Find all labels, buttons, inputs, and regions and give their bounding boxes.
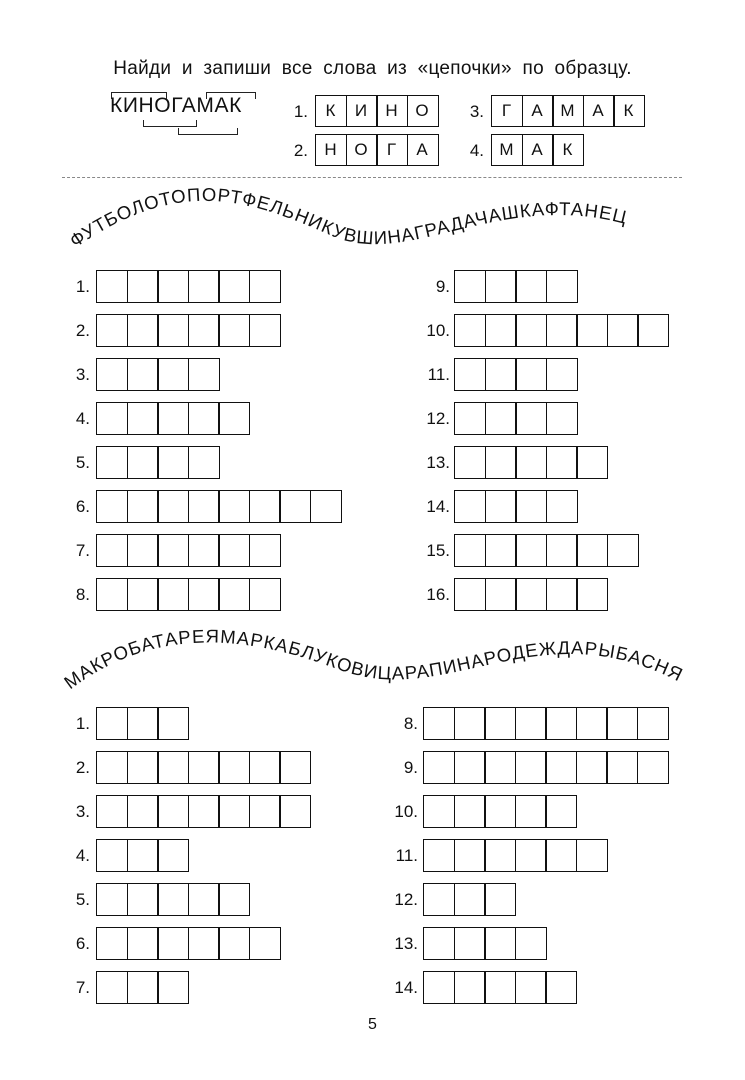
letter-cell[interactable] <box>127 270 159 303</box>
letter-cell[interactable] <box>485 402 517 435</box>
letter-cell[interactable] <box>454 490 486 523</box>
letter-cell[interactable] <box>96 314 128 347</box>
answer-cells <box>454 490 578 523</box>
letter-cell[interactable] <box>188 883 220 916</box>
answer-cells <box>96 446 220 479</box>
item-number: 5. <box>75 453 90 472</box>
letter-cell[interactable] <box>485 358 517 391</box>
letter-cell[interactable] <box>546 358 578 391</box>
letter-cell[interactable] <box>127 446 159 479</box>
answer-cells <box>423 839 608 872</box>
letter-cell: Г <box>491 95 523 127</box>
answer-cells <box>423 707 669 740</box>
letter-cell[interactable] <box>454 314 486 347</box>
letter-cell[interactable] <box>576 839 608 872</box>
answer-cells <box>423 883 516 916</box>
letter-cell: К <box>613 95 645 127</box>
letter-cell[interactable] <box>515 314 547 347</box>
letter-cell[interactable] <box>218 490 250 523</box>
letter-cell[interactable] <box>607 534 639 567</box>
letter-cell[interactable] <box>127 314 159 347</box>
page-number: 5 <box>368 1016 377 1033</box>
letter-cell[interactable] <box>127 490 159 523</box>
letter-cell[interactable] <box>96 490 128 523</box>
letter-cell[interactable] <box>218 795 250 828</box>
letter-cell[interactable] <box>454 358 486 391</box>
letter-cell[interactable] <box>188 578 220 611</box>
item-number: 4. <box>469 141 484 160</box>
item-number: 2. <box>293 141 308 160</box>
letter-cell[interactable] <box>637 707 669 740</box>
letter-cell[interactable] <box>188 358 220 391</box>
letter-cell[interactable] <box>515 358 547 391</box>
letter-cell[interactable] <box>127 578 159 611</box>
answer-cells <box>96 839 189 872</box>
item-number: 2. <box>75 758 90 777</box>
item-number: 3. <box>75 365 90 384</box>
item-number: 16. <box>426 585 450 604</box>
letter-cell[interactable] <box>157 578 189 611</box>
letter-cell[interactable] <box>423 707 455 740</box>
letter-cell[interactable] <box>606 707 638 740</box>
answer-cells <box>96 490 342 523</box>
letter-cell[interactable] <box>546 578 578 611</box>
answer-cells <box>96 578 281 611</box>
letter-cell: К <box>315 95 347 127</box>
answer-cells <box>96 971 189 1004</box>
letter-cell[interactable] <box>423 795 455 828</box>
letter-cell[interactable] <box>454 534 486 567</box>
item-number: 4. <box>75 409 90 428</box>
letter-cell[interactable] <box>249 795 281 828</box>
letter-cell[interactable] <box>249 534 281 567</box>
letter-cell[interactable] <box>127 927 159 960</box>
letter-cell[interactable] <box>157 971 189 1004</box>
letter-cell[interactable] <box>454 971 486 1004</box>
letter-cell[interactable] <box>279 490 311 523</box>
item-number: 3. <box>75 802 90 821</box>
letter-cell[interactable] <box>423 839 455 872</box>
letter-cell[interactable] <box>515 795 547 828</box>
item-number: 12. <box>394 890 418 909</box>
letter-cell[interactable] <box>127 795 159 828</box>
letter-cell[interactable] <box>96 839 128 872</box>
letter-cell[interactable] <box>515 971 547 1004</box>
answer-cells <box>423 927 547 960</box>
answer-cells <box>454 314 669 347</box>
letter-cell[interactable] <box>96 927 128 960</box>
letter-cell[interactable] <box>279 751 311 784</box>
letter-cell[interactable] <box>188 751 220 784</box>
letter-cell[interactable] <box>96 971 128 1004</box>
letter-cell[interactable] <box>96 883 128 916</box>
letter-cell: И <box>346 95 378 127</box>
letter-cell[interactable] <box>188 402 220 435</box>
letter-cell[interactable] <box>485 314 517 347</box>
item-number: 7. <box>75 541 90 560</box>
letter-cell[interactable] <box>515 446 547 479</box>
answer-cells <box>454 578 608 611</box>
letter-cell[interactable] <box>218 883 250 916</box>
letter-cell[interactable] <box>545 707 577 740</box>
letter-cell[interactable] <box>157 270 189 303</box>
item-number: 7. <box>75 978 90 997</box>
answer-cells <box>454 270 578 303</box>
letter-cell[interactable] <box>188 446 220 479</box>
letter-cell[interactable] <box>423 971 455 1004</box>
answer-cells <box>423 971 577 1004</box>
letter-cell[interactable] <box>454 883 486 916</box>
item-number: 11. <box>427 365 450 384</box>
letter-cell[interactable] <box>218 402 250 435</box>
answer-cells <box>96 270 281 303</box>
item-number: 13. <box>394 934 418 953</box>
letter-cell[interactable] <box>188 270 220 303</box>
letter-cell[interactable] <box>576 446 608 479</box>
letter-cell[interactable] <box>545 795 577 828</box>
item-number: 8. <box>403 714 418 733</box>
letter-cell: К <box>552 134 584 166</box>
letter-cell[interactable] <box>485 490 517 523</box>
letter-cell[interactable] <box>188 534 220 567</box>
letter-cell[interactable] <box>218 534 250 567</box>
letter-cell[interactable] <box>249 751 281 784</box>
letter-cell[interactable] <box>576 707 608 740</box>
letter-cell: М <box>552 95 584 127</box>
letter-cell[interactable] <box>96 795 128 828</box>
letter-cell[interactable] <box>485 446 517 479</box>
item-number: 6. <box>75 934 90 953</box>
letter-cell: Г <box>376 134 408 166</box>
item-number: 13. <box>426 453 450 472</box>
item-number: 10. <box>426 321 450 340</box>
letter-cell[interactable] <box>188 795 220 828</box>
letter-cell[interactable] <box>515 751 547 784</box>
letter-cell[interactable] <box>515 490 547 523</box>
letter-cell[interactable] <box>423 751 455 784</box>
letter-cell[interactable] <box>218 927 250 960</box>
answer-cells <box>454 402 578 435</box>
letter-cell[interactable] <box>218 578 250 611</box>
letter-cell[interactable] <box>218 270 250 303</box>
letter-cell[interactable] <box>515 270 547 303</box>
item-number: 2. <box>75 321 90 340</box>
answer-cells <box>96 883 250 916</box>
letter-cell[interactable] <box>249 490 281 523</box>
letter-cell[interactable] <box>546 446 578 479</box>
letter-cell[interactable] <box>485 534 517 567</box>
letter-cell[interactable] <box>454 578 486 611</box>
letter-cell[interactable] <box>484 751 516 784</box>
letter-cell[interactable] <box>218 751 250 784</box>
letter-cell: Н <box>376 95 408 127</box>
letter-cell[interactable] <box>484 707 516 740</box>
letter-cell[interactable] <box>576 751 608 784</box>
letter-cell[interactable] <box>96 578 128 611</box>
letter-cell[interactable] <box>485 270 517 303</box>
item-number: 5. <box>75 890 90 909</box>
letter-cell[interactable] <box>127 707 159 740</box>
letter-cell[interactable] <box>454 751 486 784</box>
letter-cell: А <box>522 134 554 166</box>
item-number: 11. <box>395 846 418 865</box>
letter-cell: М <box>491 134 523 166</box>
letter-cell[interactable] <box>576 578 608 611</box>
letter-cell[interactable] <box>157 707 189 740</box>
item-number: 4. <box>75 846 90 865</box>
letter-cell[interactable] <box>310 490 342 523</box>
letter-cell[interactable] <box>218 314 250 347</box>
answer-cells <box>454 358 578 391</box>
letter-cell[interactable] <box>157 927 189 960</box>
letter-cell[interactable] <box>606 751 638 784</box>
letter-cell[interactable] <box>607 314 639 347</box>
letter-cell[interactable] <box>127 839 159 872</box>
answer-cells <box>423 795 577 828</box>
letter-cell[interactable] <box>157 358 189 391</box>
item-number: 1. <box>293 102 308 121</box>
letter-cell[interactable] <box>127 751 159 784</box>
letter-cell[interactable] <box>188 490 220 523</box>
letter-cell[interactable] <box>96 707 128 740</box>
item-number: 9. <box>435 277 450 296</box>
letter-cell[interactable] <box>454 927 486 960</box>
letter-cell[interactable] <box>249 270 281 303</box>
letter-cell[interactable] <box>484 795 516 828</box>
letter-cell[interactable] <box>157 446 189 479</box>
letter-cell[interactable] <box>157 795 189 828</box>
answer-cells <box>96 751 311 784</box>
letter-cell[interactable] <box>96 446 128 479</box>
letter-cell[interactable] <box>249 314 281 347</box>
letter-cell[interactable] <box>127 883 159 916</box>
letter-cell[interactable] <box>546 490 578 523</box>
answer-cells <box>454 534 639 567</box>
letter-cell[interactable] <box>637 314 669 347</box>
item-number: 9. <box>403 758 418 777</box>
answer-cells <box>96 795 311 828</box>
word-chain-2: МАКРОБАТАРЕЯМАРКАБЛУКОВИЦАРАПИНАРОДЕЖДАРЫБАСНЯ <box>60 625 687 694</box>
item-number: 6. <box>75 497 90 516</box>
letter-cell[interactable] <box>279 795 311 828</box>
letter-cell[interactable] <box>96 358 128 391</box>
letter-cell[interactable] <box>576 534 608 567</box>
letter-cell: О <box>346 134 378 166</box>
answer-cells <box>96 927 281 960</box>
letter-cell[interactable] <box>188 314 220 347</box>
example-chain: КИНОГАМАК <box>110 94 242 117</box>
letter-cell[interactable] <box>484 971 516 1004</box>
letter-cell[interactable] <box>157 534 189 567</box>
letter-cell[interactable] <box>454 270 486 303</box>
item-number: 10. <box>394 802 418 821</box>
item-number: 12. <box>426 409 450 428</box>
letter-cell[interactable] <box>249 578 281 611</box>
letter-cell[interactable] <box>96 534 128 567</box>
letter-cell[interactable] <box>515 578 547 611</box>
letter-cell[interactable] <box>454 707 486 740</box>
letter-cell[interactable] <box>546 270 578 303</box>
letter-cell[interactable] <box>515 402 547 435</box>
letter-cell[interactable] <box>454 795 486 828</box>
letter-cell[interactable] <box>249 927 281 960</box>
item-number: 1. <box>75 714 90 733</box>
answer-cells <box>96 314 281 347</box>
letter-cell[interactable] <box>127 971 159 1004</box>
item-number: 3. <box>469 102 484 121</box>
letter-cell[interactable] <box>157 402 189 435</box>
letter-cell[interactable] <box>484 839 516 872</box>
answer-cells <box>423 751 669 784</box>
item-number: 15. <box>426 541 450 560</box>
item-number: 1. <box>75 277 90 296</box>
letter-cell[interactable] <box>157 751 189 784</box>
letter-cell: А <box>407 134 439 166</box>
letter-cell[interactable] <box>515 707 547 740</box>
item-number: 14. <box>394 978 418 997</box>
letter-cell[interactable] <box>546 534 578 567</box>
letter-cell[interactable] <box>484 883 516 916</box>
letter-cell[interactable] <box>485 578 517 611</box>
letter-cell[interactable] <box>546 402 578 435</box>
letter-cell[interactable] <box>127 534 159 567</box>
letter-cell[interactable] <box>515 927 547 960</box>
letter-cell[interactable] <box>96 751 128 784</box>
answer-cells <box>96 534 281 567</box>
letter-cell[interactable] <box>546 314 578 347</box>
letter-cell[interactable] <box>484 927 516 960</box>
letter-cell: А <box>522 95 554 127</box>
task-instruction: Найди и запиши все слова из «цепочки» по образцу. <box>113 58 632 79</box>
letter-cell[interactable] <box>637 751 669 784</box>
letter-cell[interactable] <box>515 839 547 872</box>
letter-cell[interactable] <box>157 839 189 872</box>
letter-cell[interactable] <box>96 270 128 303</box>
letter-cell[interactable] <box>454 402 486 435</box>
letter-cell[interactable] <box>423 883 455 916</box>
letter-cell: Н <box>315 134 347 166</box>
item-number: 8. <box>75 585 90 604</box>
answer-cells <box>96 402 250 435</box>
answer-cells <box>454 446 608 479</box>
letter-cell[interactable] <box>454 839 486 872</box>
letter-cell: О <box>407 95 439 127</box>
letter-cell[interactable] <box>545 971 577 1004</box>
letter-cell[interactable] <box>188 927 220 960</box>
letter-cell[interactable] <box>545 839 577 872</box>
letter-cell[interactable] <box>157 490 189 523</box>
answer-cells <box>96 707 189 740</box>
letter-cell[interactable] <box>127 358 159 391</box>
letter-cell[interactable] <box>157 314 189 347</box>
word-chain-1: ФУТБОЛОТОПОРТФЕЛЬНИКУВШИНАГРАДАЧАШКАФТАНЕЦ <box>65 183 630 252</box>
letter-cell[interactable] <box>423 927 455 960</box>
letter-cell[interactable] <box>576 314 608 347</box>
letter-cell[interactable] <box>157 883 189 916</box>
letter-cell[interactable] <box>515 534 547 567</box>
item-number: 14. <box>426 497 450 516</box>
letter-cell[interactable] <box>96 402 128 435</box>
letter-cell: А <box>583 95 615 127</box>
letter-cell[interactable] <box>545 751 577 784</box>
letter-cell[interactable] <box>454 446 486 479</box>
answer-cells <box>96 358 220 391</box>
letter-cell[interactable] <box>127 402 159 435</box>
